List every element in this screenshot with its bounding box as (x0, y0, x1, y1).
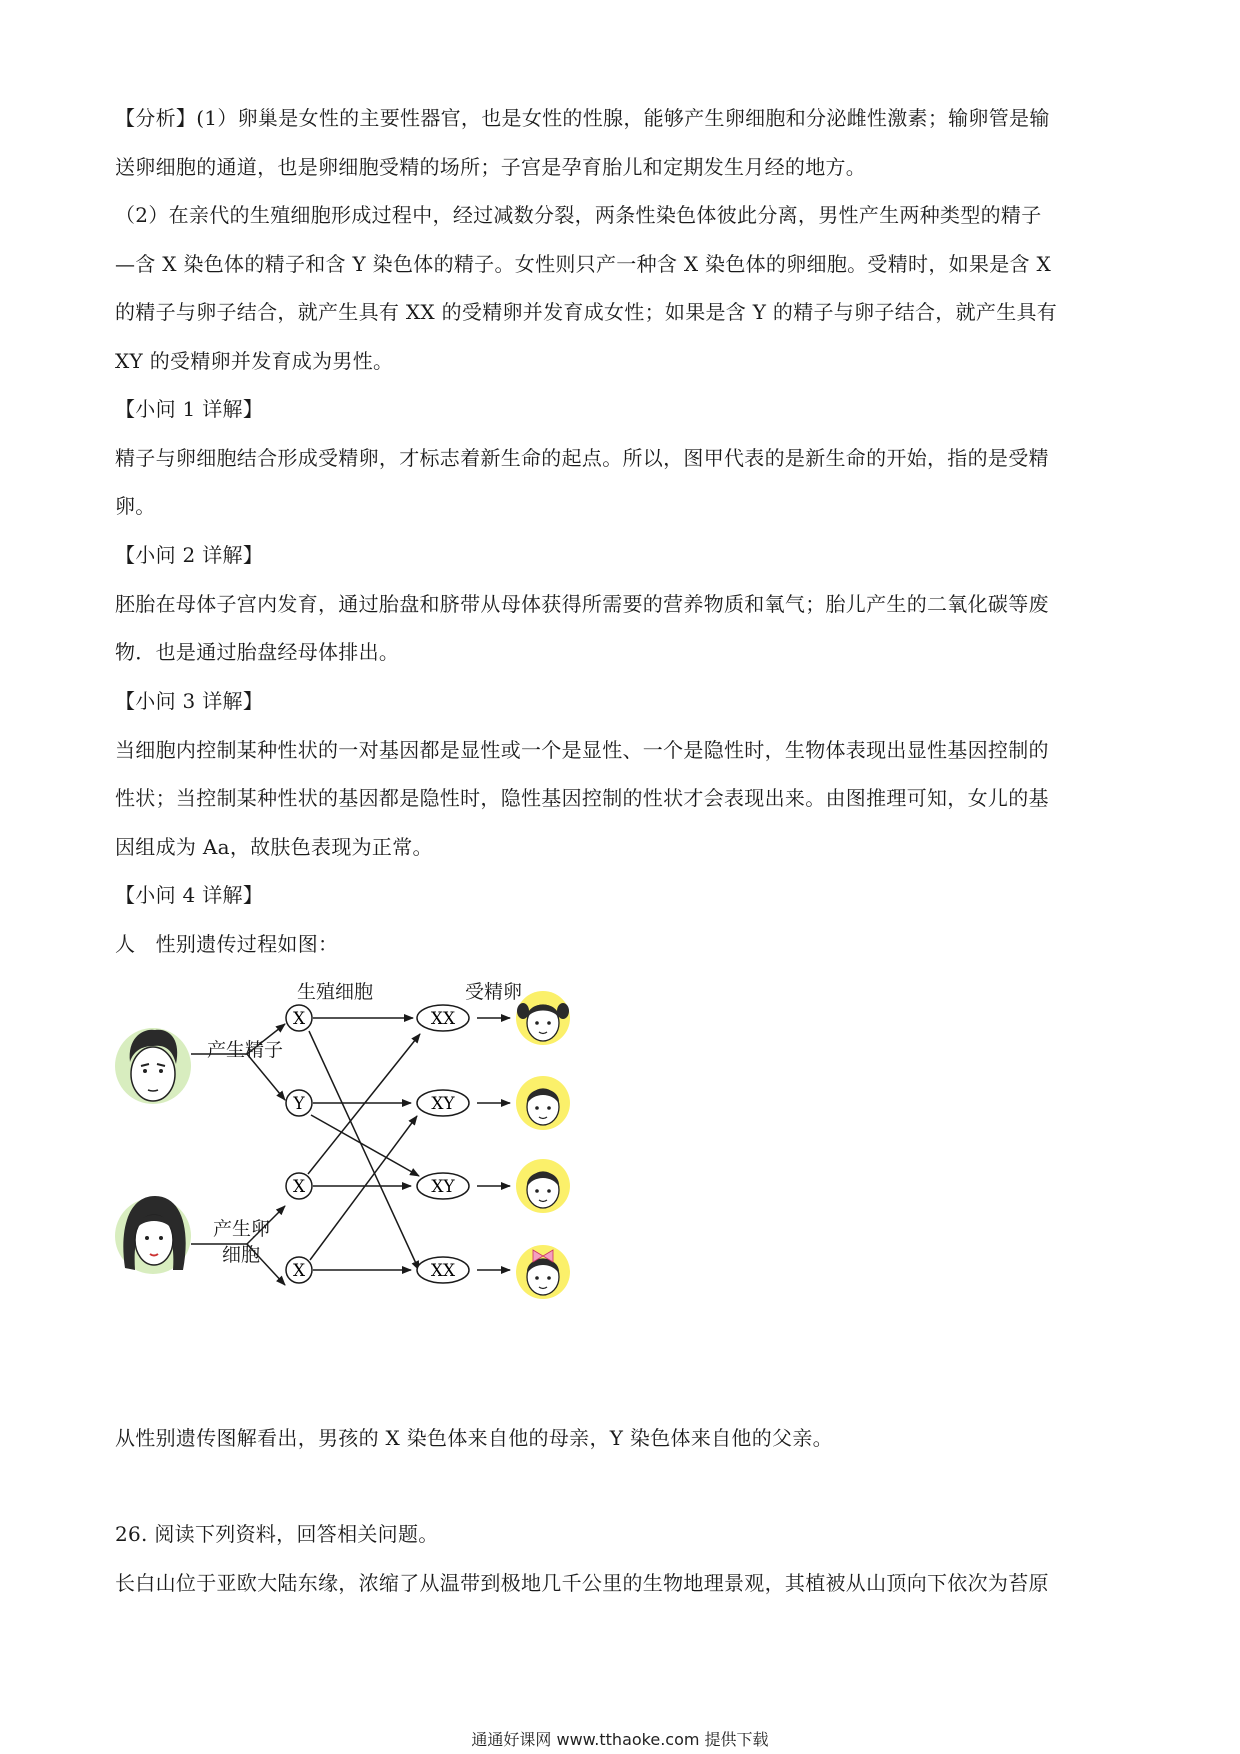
text-line: XY 的受精卵并发育成为男性。 (115, 348, 394, 373)
zygote-3-label: XY (431, 1177, 455, 1197)
q2-heading: 【小问 2 详解】 (115, 543, 264, 567)
zygote-4 (417, 1257, 469, 1283)
q3-section (115, 677, 1125, 871)
zygote-4-label: XX (430, 1261, 456, 1281)
column-label-zygote: 受精卵 (465, 981, 523, 1003)
son-face-2 (516, 1159, 570, 1213)
text-line: 精子与卵细胞结合形成受精卵，才标志着新生命的起点。所以，图甲代表的是新生命的开始，指的是受精 (115, 445, 1049, 470)
analysis-paragraph-1 (115, 94, 1125, 191)
sperm-y-cell (286, 1090, 312, 1116)
q1-heading: 【小问 1 详解】 (115, 397, 264, 421)
q2-section (115, 531, 1125, 677)
zygote-3 (417, 1173, 469, 1199)
text-line: 卵。 (115, 494, 156, 518)
page-footer: 通通好课网 www.tthaoke.com 提供下载 (471, 1730, 769, 1749)
mother-face (115, 1196, 191, 1274)
sperm-y-label: Y (293, 1094, 305, 1114)
text-line: 物．也是通过胎盘经母体排出。 (115, 640, 400, 664)
zygote-1-label: XX (430, 1009, 456, 1029)
zygote-1 (417, 1005, 469, 1031)
text-line: —含 X 染色体的精子和含 Y 染色体的精子。女性则只产一种含 X 染色体的卵细胞。受精时，如果是含 X (115, 251, 1052, 276)
q4-section (115, 871, 1125, 968)
egg-x-cell-1 (286, 1173, 312, 1199)
text-line: 的精子与卵子结合，就产生具有 XX 的受精卵并发育成女性；如果是含 Y 的精子与卵子结合，就产生具有 (115, 300, 1058, 324)
text-line: 因组成为 Aa，故肤色表现为正常。 (115, 834, 433, 859)
text-line: 当细胞内控制某种性状的一对基因都是显性或一个是显性、一个是隐性时，生物体表现出显性基因控制的 (115, 737, 1049, 762)
father-label: 产生精子 (207, 1039, 284, 1061)
mother-label-line-1: 产生卵 (213, 1218, 271, 1240)
egg-x-label-2: X (292, 1261, 306, 1281)
sperm-x-label: X (292, 1009, 306, 1029)
text-line: （2）在亲代的生殖细胞形成过程中，经过减数分裂，两条性染色体彼此分离，男性产生两种类型的精子 (115, 203, 1042, 227)
daughter-face-2 (516, 1245, 570, 1299)
q1-section (115, 385, 1125, 531)
column-label-germ-cells: 生殖细胞 (297, 981, 374, 1003)
text-line: 胚胎在母体子宫内发育，通过胎盘和脐带从母体获得所需要的营养物质和氧气；胎儿产生的二氧化碳等废 (115, 591, 1049, 616)
q3-heading: 【小问 3 详解】 (115, 689, 264, 713)
zygote-2-label: XY (431, 1094, 455, 1114)
sperm-x-cell (286, 1005, 312, 1031)
text-line: 【分析】(1）卵巢是女性的主要性器官，也是女性的性腺，能够产生卵细胞和分泌雌性激素；输卵管是输 (115, 106, 1050, 130)
q4-intro: 人 性别遗传过程如图： (115, 931, 339, 956)
father-face (115, 1028, 191, 1104)
text-line: 长白山位于亚欧大陆东缘，浓缩了从温带到极地几千公里的生物地理景观，其植被从山顶向下依次为苔原 (115, 1570, 1049, 1595)
analysis-paragraph-2 (115, 191, 1125, 385)
q4-heading: 【小问 4 详解】 (115, 883, 264, 907)
text-line: 性状；当控制某种性状的基因都是隐性时，隐性基因控制的性状才会表现出来。由图推理可知，女儿的基 (115, 786, 1049, 810)
daughter-face-1 (516, 991, 570, 1045)
egg-x-cell-2 (286, 1257, 312, 1283)
zygote-2 (417, 1090, 469, 1116)
q26-title: 26. 阅读下列资料，回答相关问题。 (115, 1522, 439, 1546)
q26-section (115, 1510, 1125, 1607)
q4-conclusion (115, 1414, 1125, 1463)
son-face-1 (516, 1076, 570, 1130)
sex-inheritance-diagram (115, 978, 655, 1368)
mother-label-line-2: 细胞 (222, 1244, 261, 1266)
text-line: 送卵细胞的通道，也是卵细胞受精的场所；子宫是孕育胎儿和定期发生月经的地方。 (115, 154, 867, 179)
egg-x-label-1: X (292, 1177, 306, 1197)
text-line: 从性别遗传图解看出，男孩的 X 染色体来自他的母亲，Y 染色体来自他的父亲。 (115, 1426, 833, 1450)
